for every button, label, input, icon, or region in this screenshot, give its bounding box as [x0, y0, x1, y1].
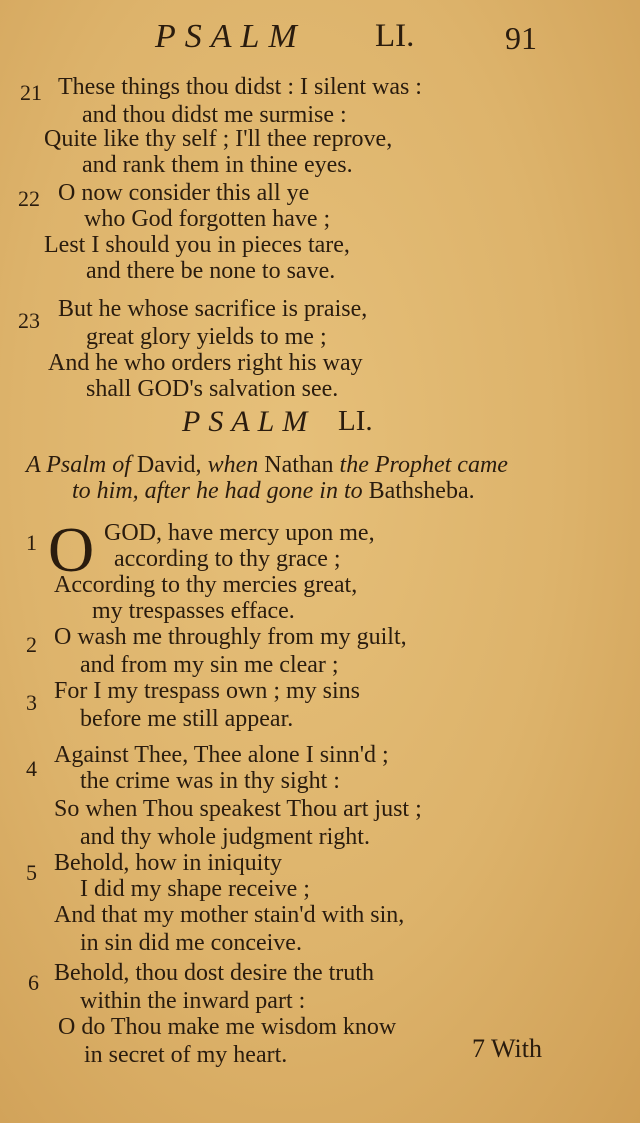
verse-line: I did my shape receive ;: [80, 876, 310, 902]
verse-line: But he whose sacrifice is praise,: [58, 296, 368, 322]
superscription-name: Bathsheba.: [368, 478, 475, 504]
verse-line: And he who orders right his way: [48, 350, 363, 376]
psalm-heading-number: LI.: [338, 405, 373, 437]
verse-line: Against Thee, Thee alone I sinn'd ;: [54, 742, 389, 768]
verse-line: shall GOD's salvation see.: [86, 376, 339, 402]
superscription-line-2: [72, 478, 475, 505]
verse-line: For I my trespass own ; my sins: [54, 678, 360, 704]
verse-line: Lest I should you in pieces tare,: [44, 232, 350, 258]
verse-line: O wash me throughly from my guilt,: [54, 624, 407, 650]
verse-number: 22: [18, 186, 40, 211]
verse-number: 21: [20, 80, 42, 105]
superscription-name: David,: [136, 452, 202, 478]
catchword: 7 With: [472, 1034, 542, 1063]
page-number: 91: [505, 20, 537, 56]
verse-line: great glory yields to me ;: [86, 324, 327, 350]
verse-line: who God forgotten have ;: [84, 206, 331, 232]
verse-line: O now consider this all ye: [58, 180, 310, 206]
verse-line: within the inward part :: [80, 988, 306, 1014]
verse-line: in secret of my heart.: [84, 1042, 288, 1068]
verse-line: in sin did me conceive.: [80, 930, 302, 956]
verse-line: So when Thou speakest Thou art just ;: [54, 796, 422, 822]
verse-line: and thy whole judgment right.: [80, 824, 370, 850]
verse-line: according to thy grace ;: [114, 546, 341, 572]
verse-line: O do Thou make me wisdom know: [58, 1014, 397, 1040]
running-head-number: LI.: [375, 18, 415, 54]
superscription-text: to him, after he had gone in to: [72, 478, 369, 504]
verse-line: Quite like thy self ; I'll thee reprove,: [44, 126, 393, 152]
superscription-line-1: [26, 452, 508, 479]
superscription-name: Nathan: [264, 452, 334, 478]
running-head-title: PSALM: [155, 18, 306, 55]
verse-line: and from my sin me clear ;: [80, 652, 339, 678]
verse-line: the crime was in thy sight :: [80, 768, 340, 794]
verse-number: 6: [28, 970, 39, 995]
verse-line: These things thou didst : I silent was :: [58, 74, 422, 100]
psalm-heading: PSALM: [182, 405, 316, 438]
verse-line: According to thy mercies great,: [54, 572, 358, 598]
verse-number: 3: [26, 690, 37, 715]
verse-line: before me still appear.: [80, 706, 294, 732]
verse-number: 2: [26, 632, 37, 657]
verse-number: 23: [18, 308, 40, 333]
verse-line: Behold, how in iniquity: [54, 850, 282, 876]
verse-number: 1: [26, 530, 37, 555]
verse-line: GOD, have mercy upon me,: [104, 520, 375, 546]
verse-line: and thou didst me surmise :: [82, 102, 347, 128]
superscription-text: the Prophet came: [333, 452, 508, 478]
verse-line: And that my mother stain'd with sin,: [54, 902, 405, 928]
superscription-text: A Psalm of: [26, 452, 137, 478]
drop-cap: O: [48, 514, 95, 585]
verse-number: 5: [26, 860, 37, 885]
verse-line: Behold, thou dost desire the truth: [54, 960, 374, 986]
superscription-text: when: [201, 452, 265, 478]
verse-number: 4: [26, 756, 37, 781]
verse-line: my trespasses efface.: [92, 598, 295, 624]
verse-line: and there be none to save.: [86, 258, 336, 284]
verse-line: and rank them in thine eyes.: [82, 152, 353, 178]
